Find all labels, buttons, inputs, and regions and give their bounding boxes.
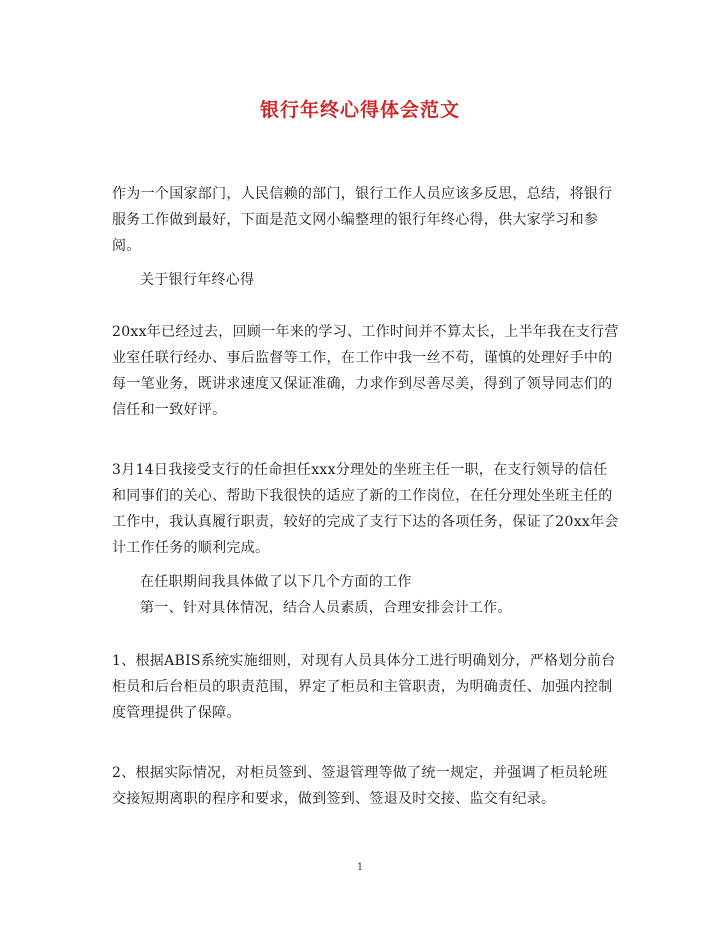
section-heading: 关于银行年终心得 — [140, 272, 255, 288]
document-title: 银行年终心得体会范文 — [259, 99, 460, 121]
page-number: 1 — [356, 862, 364, 873]
work-item-first: 第一、针对具体情况，结合人员素质，合理安排会计工作。 — [140, 600, 512, 616]
list-item-2: 2、根据实际情况，对柜员签到、签退管理等做了统一规定，并强调了柜员轮班交接短期离职的程序和要求，做到签到、签退及时交接、监交有纪录。 — [112, 765, 608, 807]
paragraph-appointment: 3月14日我接受支行的任命担任xxx分理处的坐班主任一职，在支行领导的信任和同事们的关心、帮助下我很快的适应了新的工作岗位，在任分理处坐班主任的工作中，我认真履行职责，较好的完成了支行下达的各项任务，保证了20xx年会计工作任务的顺利完成。 — [112, 462, 619, 556]
work-list-intro: 在任职期间我具体做了以下几个方面的工作 — [140, 574, 412, 590]
list-item-1: 1、根据ABIS系统实施细则，对现有人员具体分工进行明确划分，严格划分前台柜员和后台柜员的职责范围，界定了柜员和主管职责，为明确责任、加强内控制度管理提供了保障。 — [112, 653, 616, 721]
paragraph-review: 20xx年已经过去，回顾一年来的学习、工作时间并不算太长，上半年我在支行营业室任联行经办、事后监督等工作，在工作中我一丝不苟，谨慎的处理好手中的每一笔业务，既讲求速度又保证准确，力求作到尽善尽美，得到了领导同志们的信任和一致好评。 — [112, 324, 619, 418]
paragraph-intro: 作为一个国家部门，人民信赖的部门，银行工作人员应该多反思，总结，将银行服务工作做到最好，下面是范文网小编整理的银行年终心得，供大家学习和参阅。 — [112, 186, 613, 254]
